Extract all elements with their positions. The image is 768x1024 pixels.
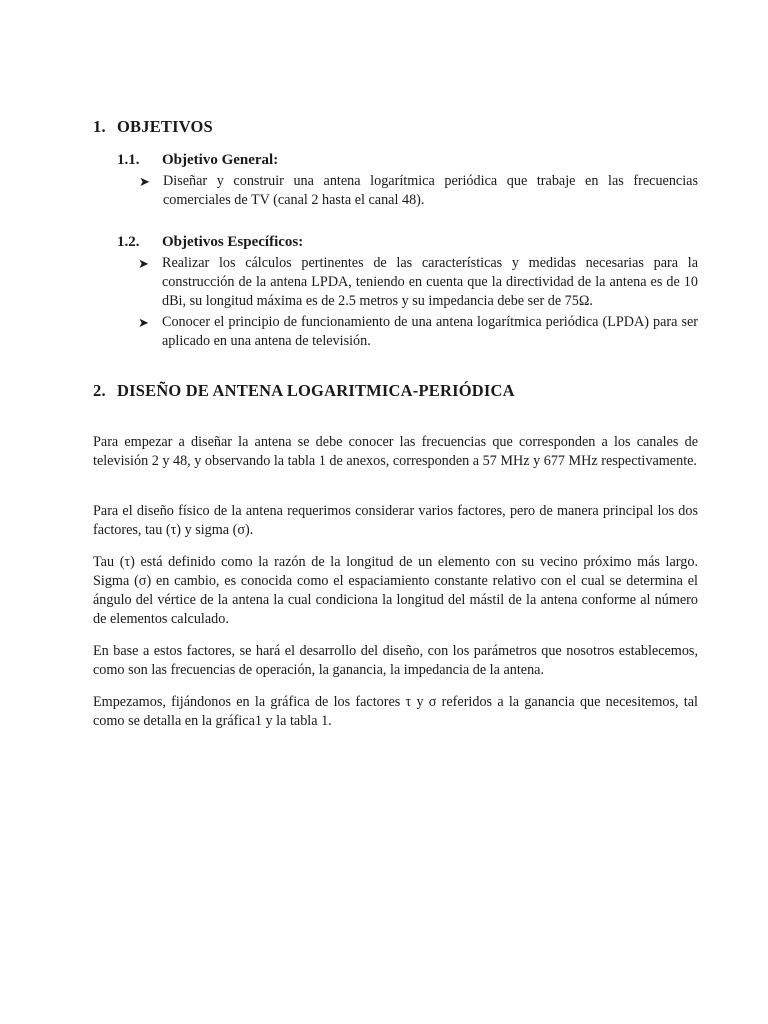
arrowhead-bullet-icon: ➤ [138,256,149,271]
bullet-item [138,313,698,351]
subsection-title: Objetivos Específicos: [162,234,304,250]
bullet-text: Conocer el principio de funcionamiento de una antena logarítmica periódica (LPDA) para ser aplicado en una antena de televisión. [162,314,698,349]
subsection-title: Objetivo General: [162,152,279,168]
section-title: OBJETIVOS [117,117,213,136]
body-paragraph: Para el diseño físico de la antena requerimos considerar varios factores, pero de manera principal los dos factores, tau (τ) y sigma (σ). [93,503,698,538]
subsection-number: 1.2. [117,234,140,250]
bullet-item [139,172,698,210]
section-number: 2. [93,381,106,400]
body-paragraph: En base a estos factores, se hará el desarrollo del diseño, con los parámetros que nosotros establecemos, como son las frecuencias de operación, la ganancia, la impedancia de la antena. [93,643,698,678]
bullet-item [138,254,698,311]
section-number: 1. [93,117,106,136]
body-paragraph: Empezamos, fijándonos en la gráfica de los factores τ y σ referidos a la ganancia que necesitemos, tal como se detalla en la gráfica1 y la tabla 1. [93,694,698,729]
section-title: DISEÑO DE ANTENA LOGARITMICA-PERIÓDICA [117,381,515,400]
bullet-text: Diseñar y construir una antena logarítmica periódica que trabaje en las frecuencias comerciales de TV (canal 2 hasta el canal 48). [163,173,698,208]
subsection-heading-especificos [117,234,303,251]
body-paragraph: Para empezar a diseñar la antena se debe conocer las frecuencias que corresponden a los canales de televisión 2 y 48, y observando la tabla 1 de anexos, corresponden a 57 MHz y 677 MHz respectivamente. [93,434,698,469]
bullet-text: Realizar los cálculos pertinentes de las características y medidas necesarias para la construcción de la antena LPDA, teniendo en cuenta que la directividad de la antena es de 10 dBi, su longitud máxima es de 2.5 metros y su impedancia debe ser de 75Ω. [162,255,698,309]
section-heading-diseno [93,381,515,401]
section-heading-objetivos [93,117,213,137]
arrowhead-bullet-icon: ➤ [138,315,149,330]
body-paragraph: Tau (τ) está definido como la razón de la longitud de un elemento con su vecino próximo más largo. Sigma (σ) en cambio, es conocida como el espaciamiento constante relativo con el cual se determina el ángulo del vértice de la antena la cual condiciona la longitud del mástil de la antena conforme al número de elementos calculado. [93,554,698,627]
subsection-heading-general [117,152,278,169]
arrowhead-bullet-icon: ➤ [139,174,150,189]
subsection-number: 1.1. [117,152,140,168]
